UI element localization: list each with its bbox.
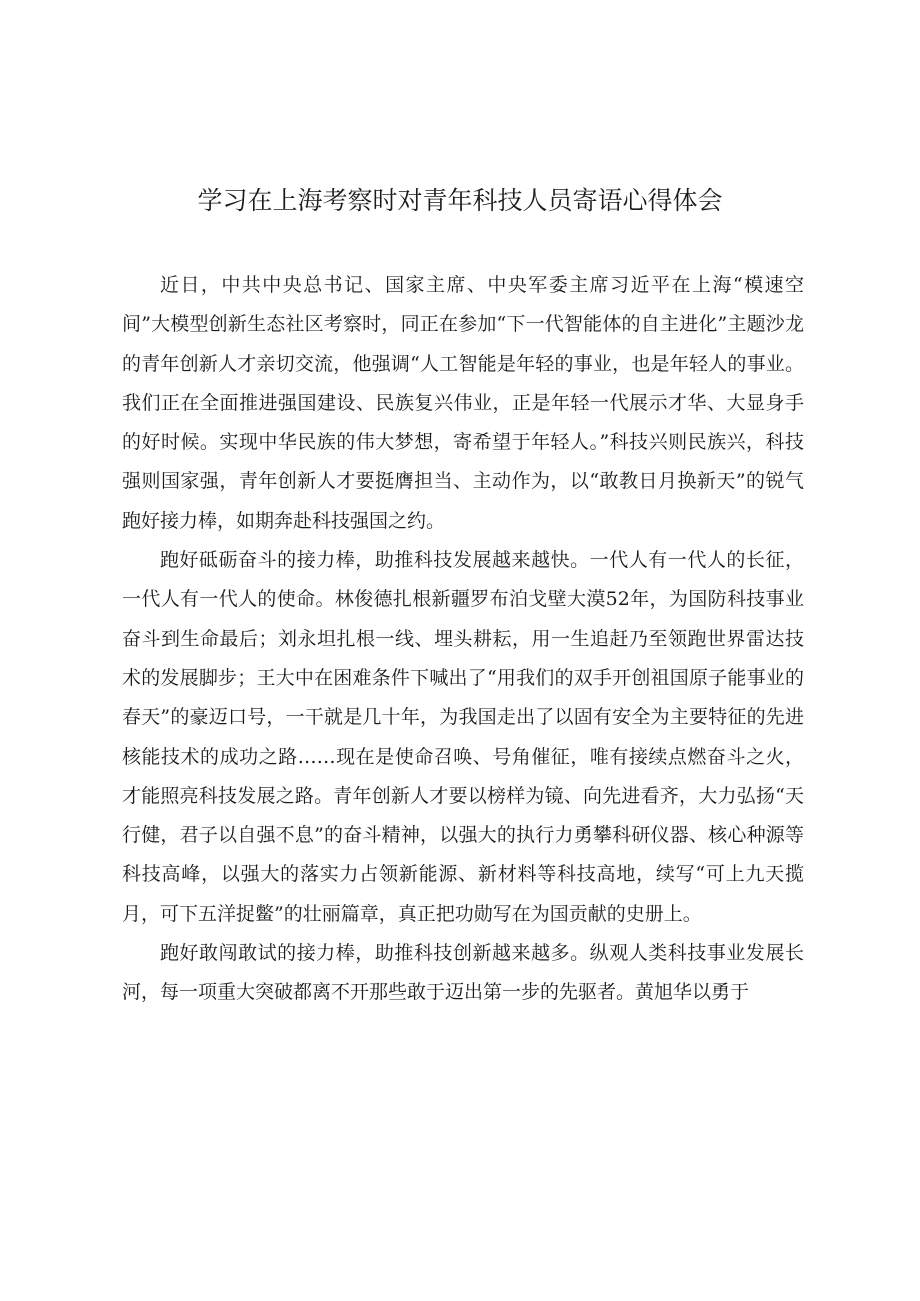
paragraph-2: 跑好砥砺奋斗的接力棒，助推科技发展越来越快。一代人有一代人的长征，一代人有一代人的使命。林俊德扎根新疆罗布泊戈壁大漠52年，为国防科技事业奋斗到生命最后；刘永坦扎根一线、埋头耕耘，用一生追赶乃至领跑世界雷达技术的发展脚步；王大中在困难条件下喊出了“用我们的双手开创祖国原子能事业的春天”的豪迈口号，一干就是几十年，为我国走出了以固有安全为主要特征的先进核能技术的成功之路……现在是使命召唤、号角催征，唯有接续点燃奋斗之火，才能照亮科技发展之路。青年创新人才要以榜样为镜、向先进看齐，大力弘扬“天行健，君子以自强不息”的奋斗精神，以强大的执行力勇攀科研仪器、核心种源等科技高峰，以强大的落实力占领新能源、新材料等科技高地，续写“可上九天揽月，可下五洋捉鳖”的壮丽篇章，真正把功勋写在为国贡献的史册上。 — [122, 549, 804, 925]
document-title: 学习在上海考察时对青年科技人员寄语心得体会 — [197, 186, 723, 215]
paragraph-1: 近日，中共中央总书记、国家主席、中央军委主席习近平在上海“模速空间”大模型创新生态社区考察时，同正在参加“下一代智能体的自主进化”主题沙龙的青年创新人才亲切交流，他强调“人工智能是年轻的事业，也是年轻人的事业。我们正在全面推进强国建设、民族复兴伟业，正是年轻一代展示才华、大显身手的好时候。实现中华民族的伟大梦想，寄希望于年轻人。”科技兴则民族兴，科技强则国家强，青年创新人才要挺膺担当、主动作为，以“敢教日月换新天”的锐气跑好接力棒，如期奔赴科技强国之约。 — [122, 274, 804, 532]
document-body — [122, 266, 804, 1013]
paragraph-3: 跑好敢闯敢试的接力棒，助推科技创新越来越多。纵观人类科技事业发展长河，每一项重大突破都离不开那些敢于迈出第一步的先驱者。黄旭华以勇于 — [122, 942, 804, 1004]
